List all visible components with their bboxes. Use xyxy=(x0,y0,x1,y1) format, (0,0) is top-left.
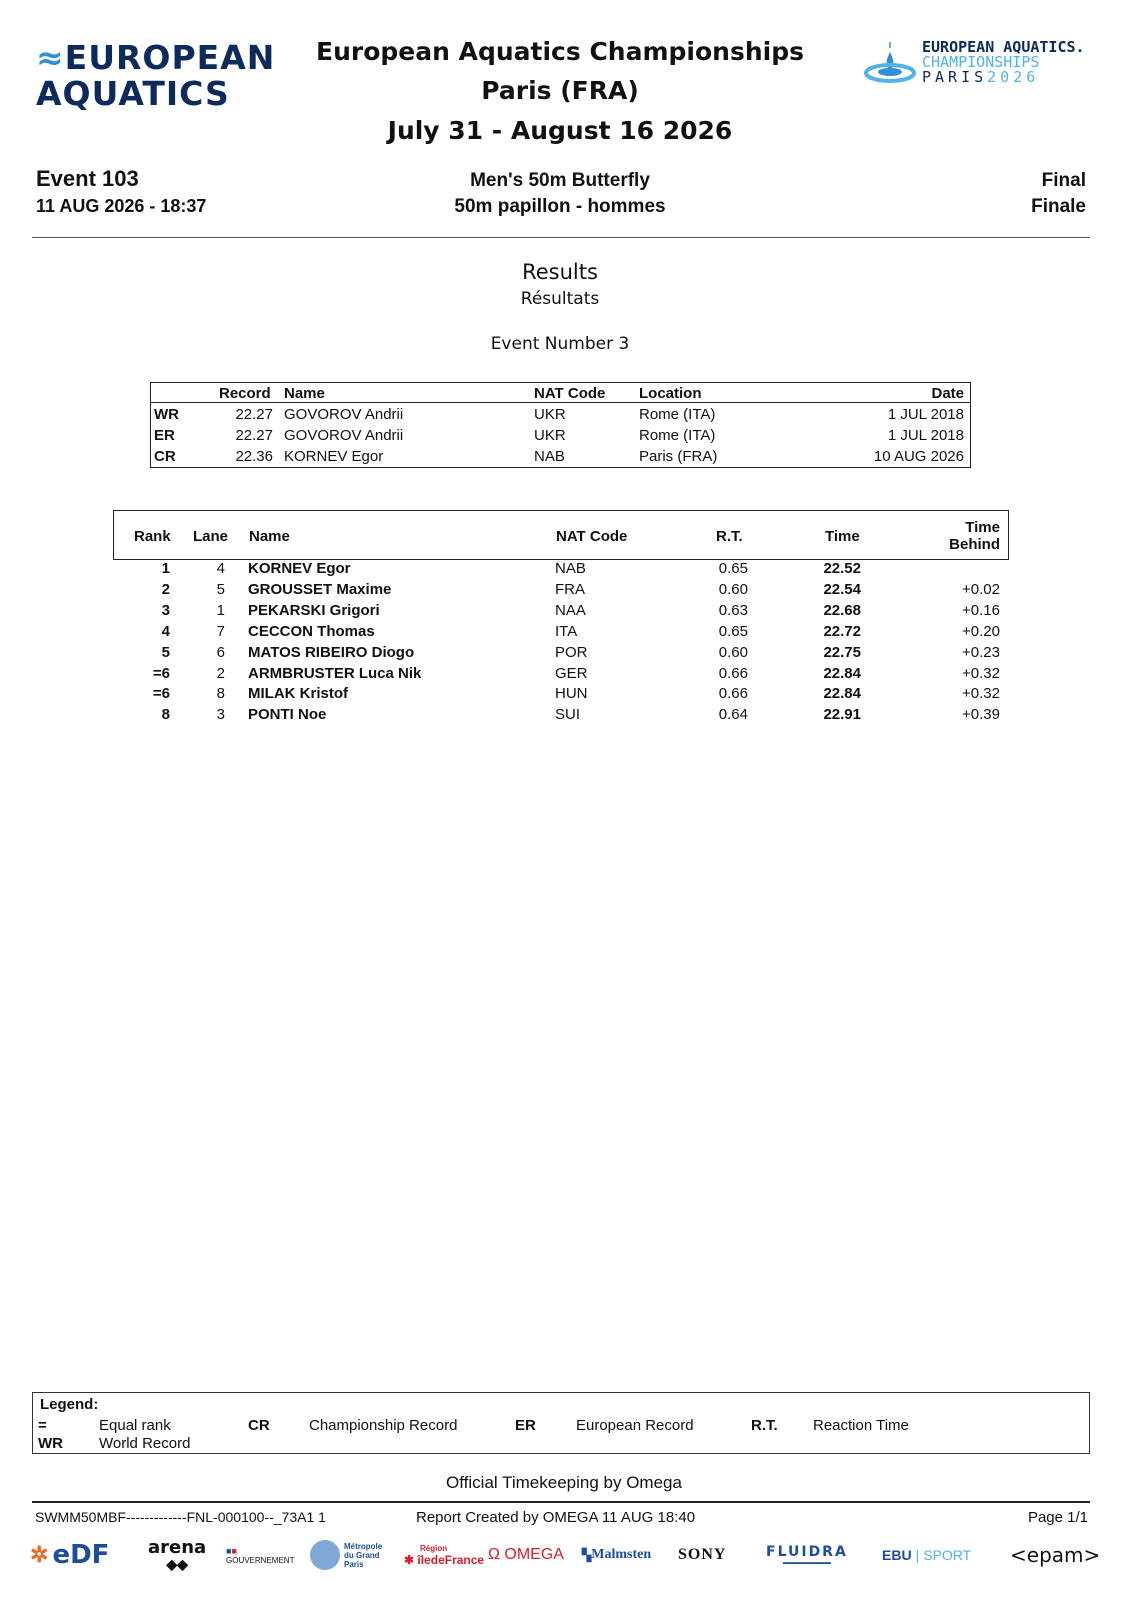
cell-time: 22.84 xyxy=(823,664,861,682)
cell-nat: NAB xyxy=(555,560,586,577)
cell-nat: GER xyxy=(555,664,588,682)
record-holder: GOVOROV Andrii xyxy=(284,427,404,444)
divider-icon: | xyxy=(915,1547,920,1563)
cell-time: 22.84 xyxy=(823,685,861,703)
table-row xyxy=(0,602,1128,623)
table-row xyxy=(0,706,1128,727)
champ-logo-year: 2026 xyxy=(987,68,1040,86)
records-header-record: Record xyxy=(219,385,271,402)
malmsten-icon: ▚ xyxy=(582,1547,592,1562)
record-type: WR xyxy=(154,406,179,423)
cell-nat: FRA xyxy=(555,580,585,598)
timekeeping-note: Official Timekeeping by Omega xyxy=(446,1473,682,1492)
cell-lane: 8 xyxy=(216,685,225,703)
arena-logo: arena ◆◆ xyxy=(148,1537,207,1572)
record-date: 10 AUG 2026 xyxy=(873,448,964,465)
legend-label: World Record xyxy=(99,1435,191,1452)
table-row xyxy=(0,685,1128,706)
cell-nat: HUN xyxy=(555,685,588,703)
table-row xyxy=(0,623,1128,644)
cell-rt: 0.65 xyxy=(718,622,748,640)
legend-title: Legend: xyxy=(40,1396,99,1413)
region-star-icon: ✱ xyxy=(404,1552,418,1567)
legend-label: Championship Record xyxy=(309,1417,458,1434)
cell-lane: 3 xyxy=(216,706,225,724)
cell-rank: 1 xyxy=(161,560,170,577)
cell-lane: 1 xyxy=(216,601,225,619)
cell-name: MATOS RIBEIRO Diogo xyxy=(248,643,415,661)
cell-nat: NAA xyxy=(555,601,586,619)
marianne-flag-icon: ■■ xyxy=(226,1545,237,1556)
legend-code: CR xyxy=(248,1417,270,1434)
col-time-behind-line2: Behind xyxy=(949,536,1000,553)
arena-diamond-icon: ◆◆ xyxy=(166,1556,188,1572)
cell-behind: +0.32 xyxy=(962,685,1000,703)
cell-time: 22.52 xyxy=(823,560,861,577)
event-number-label: Event Number 3 xyxy=(490,334,630,354)
cell-lane: 7 xyxy=(216,622,225,640)
cell-time: 22.68 xyxy=(823,601,861,619)
wave-icon: ≈ xyxy=(36,38,65,77)
cell-name: GROUSSET Maxime xyxy=(248,580,392,598)
cell-behind: +0.23 xyxy=(962,643,1000,661)
cell-name: KORNEV Egor xyxy=(248,560,351,577)
edf-logo: ✲ eDF xyxy=(30,1540,110,1570)
records-table xyxy=(150,382,971,468)
record-date: 1 JUL 2018 xyxy=(887,406,964,423)
champ-logo-line2: CHAMPIONSHIPS xyxy=(922,53,1040,71)
cell-time: 22.54 xyxy=(823,580,861,598)
malmsten-logo: ▚ Malmsten xyxy=(582,1547,652,1562)
cell-lane: 4 xyxy=(216,560,225,577)
legend-label: Equal rank xyxy=(99,1417,171,1434)
cell-rank: 8 xyxy=(161,706,170,724)
cell-rt: 0.66 xyxy=(718,685,748,703)
event-name-fr: 50m papillon - hommes xyxy=(454,196,666,217)
record-type: ER xyxy=(154,427,175,444)
col-lane: Lane xyxy=(193,528,229,545)
col-time-behind-line1: Time xyxy=(965,519,1000,536)
record-nat: UKR xyxy=(534,427,566,444)
sony-logo: SONY xyxy=(678,1546,727,1563)
cell-lane: 5 xyxy=(216,580,225,598)
epam-logo: <epam> xyxy=(1010,1543,1101,1567)
col-time: Time xyxy=(825,528,860,545)
table-row xyxy=(0,581,1128,602)
legend-label: Reaction Time xyxy=(813,1417,909,1434)
col-name: Name xyxy=(249,528,290,545)
cell-rt: 0.60 xyxy=(718,643,748,661)
record-time: 22.36 xyxy=(235,448,273,465)
page-number: Page 1/1 xyxy=(1027,1509,1088,1526)
record-location: Rome (ITA) xyxy=(639,427,716,444)
cell-time: 22.72 xyxy=(823,622,861,640)
cell-behind: +0.20 xyxy=(962,622,1000,640)
record-time: 22.27 xyxy=(235,406,273,423)
metropole-circle-icon xyxy=(310,1540,340,1570)
legend xyxy=(32,1392,1090,1454)
cell-rank: 2 xyxy=(161,580,170,598)
edf-flower-icon: ✲ xyxy=(30,1542,49,1567)
championship-location: Paris (FRA) xyxy=(481,76,639,105)
cell-name: MILAK Kristof xyxy=(248,685,348,703)
cell-rank: =6 xyxy=(152,685,170,703)
cell-rank: 4 xyxy=(161,622,170,640)
legend-label: European Record xyxy=(576,1417,694,1434)
cell-lane: 2 xyxy=(216,664,225,682)
record-holder: KORNEV Egor xyxy=(284,448,384,465)
legend-code: R.T. xyxy=(751,1417,778,1434)
champ-logo-city: PARIS xyxy=(922,68,988,86)
cell-rt: 0.65 xyxy=(718,560,748,577)
records-header-date: Date xyxy=(931,385,964,402)
cell-rt: 0.63 xyxy=(718,601,748,619)
records-header-divider xyxy=(151,402,970,403)
metropole-logo: Métropole du Grand Paris xyxy=(310,1535,394,1575)
cell-rt: 0.60 xyxy=(718,580,748,598)
header-divider xyxy=(32,237,1090,238)
event-phase-fr: Finale xyxy=(1031,196,1086,217)
record-nat: NAB xyxy=(534,448,565,465)
record-holder: GOVOROV Andrii xyxy=(284,406,404,423)
region-idf-logo: Région ✱ îledeFrance xyxy=(404,1543,485,1567)
european-aquatics-logo xyxy=(36,38,276,113)
results-title: Results xyxy=(522,260,598,284)
logo-text-line1: EUROPEAN xyxy=(64,38,276,77)
cell-behind: +0.16 xyxy=(962,601,1000,619)
record-date: 1 JUL 2018 xyxy=(887,427,964,444)
event-name-en: Men's 50m Butterfly xyxy=(470,170,650,191)
event-datetime: 11 AUG 2026 - 18:37 xyxy=(36,196,207,216)
col-rt: R.T. xyxy=(716,528,743,545)
report-code: SWMM50MBF-------------FNL-000100--_73A1 1 xyxy=(35,1509,326,1525)
report-created: Report Created by OMEGA 11 AUG 18:40 xyxy=(416,1509,696,1526)
cell-nat: POR xyxy=(555,643,588,661)
legend-code: ER xyxy=(515,1417,536,1434)
cell-rank: =6 xyxy=(152,664,170,682)
cell-rt: 0.66 xyxy=(718,664,748,682)
records-header-nat: NAT Code xyxy=(534,385,606,402)
cell-nat: SUI xyxy=(555,706,581,724)
cell-nat: ITA xyxy=(555,622,578,640)
legend-code: = xyxy=(38,1417,47,1434)
cell-behind: +0.32 xyxy=(962,664,1000,682)
legend-code: WR xyxy=(38,1435,63,1452)
table-row xyxy=(0,644,1128,665)
record-nat: UKR xyxy=(534,406,566,423)
omega-logo: Ω OMEGA xyxy=(488,1546,564,1563)
event-phase-en: Final xyxy=(1041,170,1086,191)
cell-time: 22.75 xyxy=(823,643,861,661)
championship-title: European Aquatics Championships xyxy=(316,37,804,66)
cell-name: PEKARSKI Grigori xyxy=(248,601,380,619)
record-location: Paris (FRA) xyxy=(639,448,718,465)
fluidra-logo: FLUIDRA ▬▬▬▬▬▬▬▬ xyxy=(766,1544,848,1566)
record-type: CR xyxy=(154,448,176,465)
cell-name: CECCON Thomas xyxy=(248,622,375,640)
record-location: Rome (ITA) xyxy=(639,406,716,423)
cell-name: ARMBRUSTER Luca Nik xyxy=(248,664,422,682)
records-header-name: Name xyxy=(284,385,325,402)
championship-logo xyxy=(922,40,1092,90)
ebu-sport-logo: EBU | SPORT xyxy=(882,1547,972,1563)
results-table-header xyxy=(113,510,1009,560)
gouvernement-logo: ■■ GOUVERNEMENT xyxy=(226,1545,295,1565)
table-row xyxy=(0,665,1128,686)
water-drop-icon xyxy=(864,40,916,86)
record-time: 22.27 xyxy=(235,427,273,444)
cell-behind: +0.39 xyxy=(962,706,1000,724)
fluidra-brands-icon: ▬▬▬▬▬▬▬▬ xyxy=(782,1560,831,1566)
cell-name: PONTI Noe xyxy=(248,706,327,724)
cell-lane: 6 xyxy=(216,643,225,661)
cell-rank: 3 xyxy=(161,601,170,619)
cell-behind: +0.02 xyxy=(962,580,1000,598)
cell-time: 22.91 xyxy=(823,706,861,724)
col-nat: NAT Code xyxy=(556,528,628,545)
col-rank: Rank xyxy=(134,528,171,545)
footer-divider xyxy=(32,1501,1090,1503)
records-header-location: Location xyxy=(639,385,702,402)
event-number: Event 103 xyxy=(36,166,139,191)
table-row xyxy=(0,560,1128,581)
cell-rt: 0.64 xyxy=(718,706,748,724)
champ-logo-line1: EUROPEAN AQUATICS. xyxy=(922,38,1085,56)
logo-text-line2: AQUATICS xyxy=(36,74,230,113)
results-title-fr: Résultats xyxy=(520,289,600,309)
cell-rank: 5 xyxy=(161,643,170,661)
championship-dates: July 31 - August 16 2026 xyxy=(387,116,733,145)
